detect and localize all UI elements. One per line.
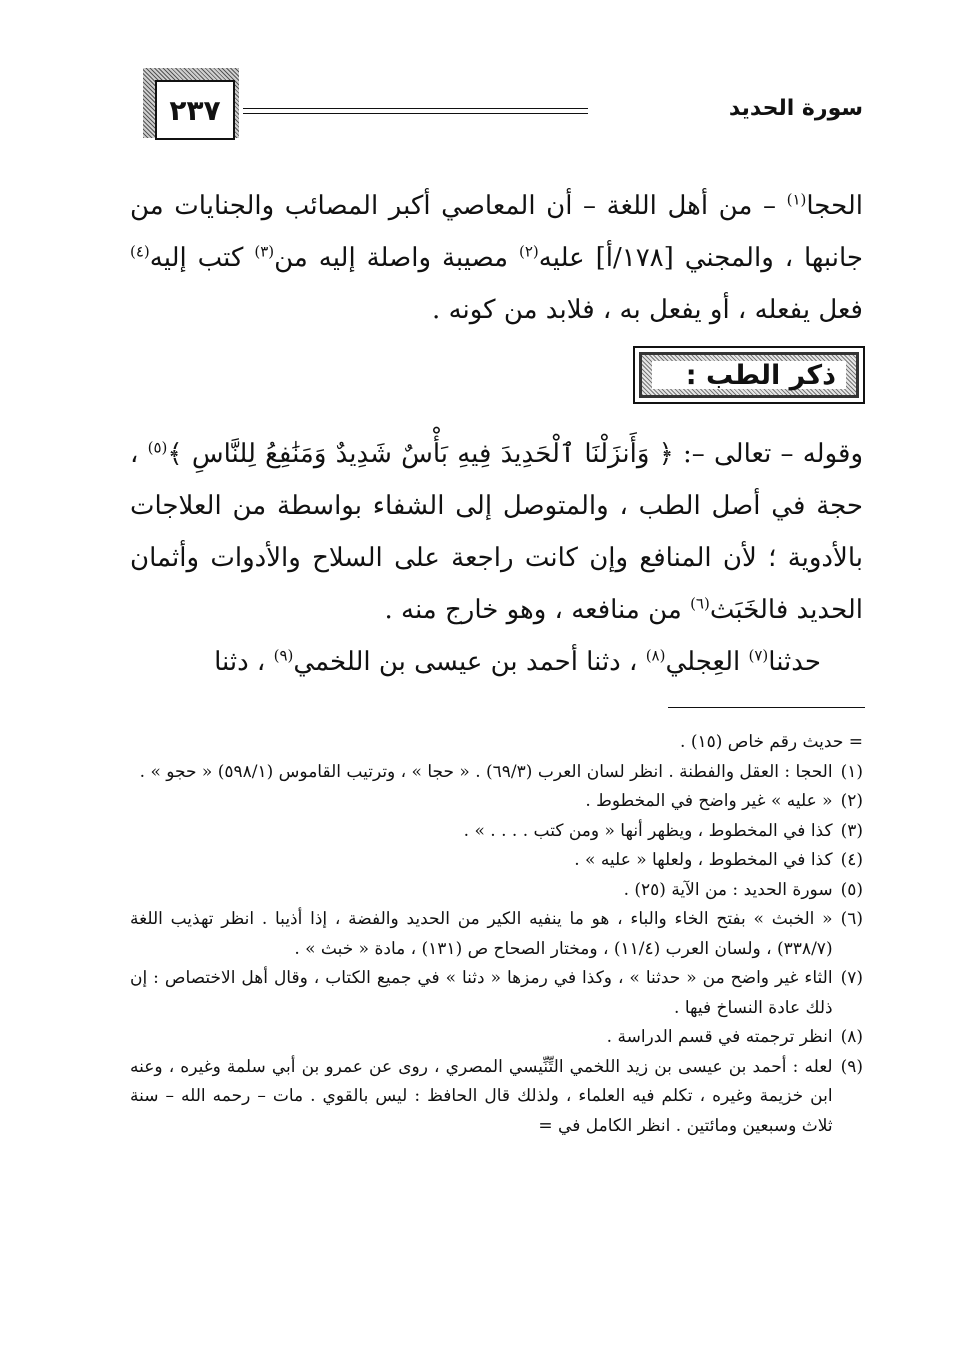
footnote-number: (١) [840, 761, 863, 782]
page-number-box [143, 68, 239, 148]
footnote-5 [130, 876, 863, 906]
running-head: سورة الحديد [728, 96, 863, 121]
p3-text-4: ، دثنا [214, 647, 274, 677]
footnote-number: (٥) [840, 879, 863, 900]
p3-text-2: العِجلي [665, 647, 749, 677]
paragraph-2 [130, 428, 863, 636]
footnote-ref-9: (٩) [273, 646, 294, 665]
footnote-number: (٢) [840, 791, 863, 811]
footnote-3 [130, 817, 863, 847]
section-heading-box [633, 346, 865, 404]
p2-text-3: من منافعه ، وهو خارج منه . [384, 595, 691, 625]
footnote-continuation: = حديث رقم خاص (١٥) . [680, 732, 863, 752]
footnote-text: الحجا : العقل والفطنة . انظر لسان العرب (٦٩/٣) . « حجا » ، وترتيب القاموس (٥٩٨/١) « حجو » . [139, 761, 833, 782]
footnote-text: كذا في المخطوط ، ويظهر أنها « ومن كتب . . . . » . [463, 820, 833, 841]
p1-text-1: الحجا [806, 191, 863, 221]
footnote-number: (٧) [840, 968, 863, 988]
footnotes [130, 728, 863, 1141]
p3-text-3: ، دثنا أحمد بن عيسى بن اللخمي [293, 647, 646, 677]
paragraph-3 [130, 636, 863, 688]
p1-text-4: كتب إليه [149, 243, 255, 273]
footnote-ref-6: (٦) [690, 594, 710, 613]
paragraph-1 [130, 180, 863, 336]
footnote-text: « عليه » غير واضح في المخطوط . [585, 791, 833, 811]
footnote-ref-4: (٤) [130, 242, 150, 261]
footnote-2 [130, 787, 863, 817]
footnote-7 [130, 964, 863, 1023]
footnote-separator [668, 707, 865, 708]
footnote-text: لعله : أحمد بن عيسى بن زيد اللخمي التِّنِّيسي المصري ، روى عن عمرو بن أبي سلمة وغيره ، وعنه ابن خزيمة وغيره ، تكلم فيه العلماء ، ولذلك قال الحافظ : ليس بالقوي . مات – رحمه الله – سنة ثلاث وسبعين ومائتين . انظر الكامل في = [130, 1056, 833, 1136]
footnote-number: (٩) [840, 1056, 863, 1077]
p1-text-2: – من أهل اللغة – أن المعاصي أكبر المصائب والجنايات من جانبها ، والمجني [١٧٨/أ] عليه [130, 191, 863, 273]
footnote-number: (٣) [840, 820, 863, 841]
p2-text-1: وقوله – تعالى –: ﴿ وَأَنزَلْنَا ٱلْحَدِيدَ فِيهِ بَأْسٌ شَدِيدٌ وَمَنَٰفِعُ لِلنَّاسِ ﴾ [167, 439, 864, 469]
footnote-text: انظر ترجمته في قسم الدراسة . [606, 1027, 833, 1047]
page-number: ٢٣٧ [155, 80, 235, 140]
footnote-1 [130, 758, 863, 788]
footnote-text: كذا في المخطوط ، ولعلها « عليه » . [574, 850, 833, 870]
p1-text-5: فعل يفعله ، أو يفعل به ، فلابد من كونه . [432, 295, 863, 325]
footnote-number: (٦) [840, 909, 863, 929]
p1-text-3: مصيبة واصلة إليه من [274, 243, 519, 273]
footnote-ref-8: (٨) [645, 646, 666, 665]
section-heading-frame [639, 352, 859, 398]
footnote-ref-1: (١) [786, 190, 807, 209]
footnote-4 [130, 846, 863, 876]
footnote-8 [130, 1023, 863, 1053]
p2-text-2: ، حجة في أصل الطب ، والمتوصل إلى الشفاء بواسطة من العلاجات بالأدوية ؛ لأن المنافع وإن كانت راجعة على السلاح والأدوات وأثمان الحديد فالخَبَث [130, 439, 863, 625]
footnote-text: سورة الحديد : من الآية (٢٥) . [623, 879, 833, 900]
footnote-6 [130, 905, 863, 964]
footnote-ref-3: (٣) [254, 242, 275, 261]
footnote-ref-5: (٥) [147, 438, 168, 457]
section-heading: ذكر الطب : [652, 361, 846, 389]
footnote-ref-2: (٢) [519, 242, 539, 261]
footnote-text: « الخبث » بفتح الخاء والباء ، هو ما ينفيه الكير من الحديد والفضة ، إذا أذيبا . انظر تهذيب اللغة (٣٣٨/٧) ، ولسان العرب (١١/٤) ، ومختار الصحاح ص (١٣١) ، مادة « خبث » . [130, 909, 833, 959]
footnote-9 [130, 1053, 863, 1142]
header-rule [243, 108, 588, 114]
p3-text-1: حدثنا [768, 647, 821, 677]
footnote-ref-7: (٧) [748, 646, 769, 665]
footnote-number: (٨) [840, 1027, 863, 1047]
footnote-text: الثاء غير واضح من « حدثنا » ، وكذا في رمزها « دثنا » في جميع الكتاب ، وقال أهل الاختصاص : إن ذلك عادة النساخ فيها . [130, 968, 833, 1018]
footnote-number: (٤) [840, 850, 863, 870]
